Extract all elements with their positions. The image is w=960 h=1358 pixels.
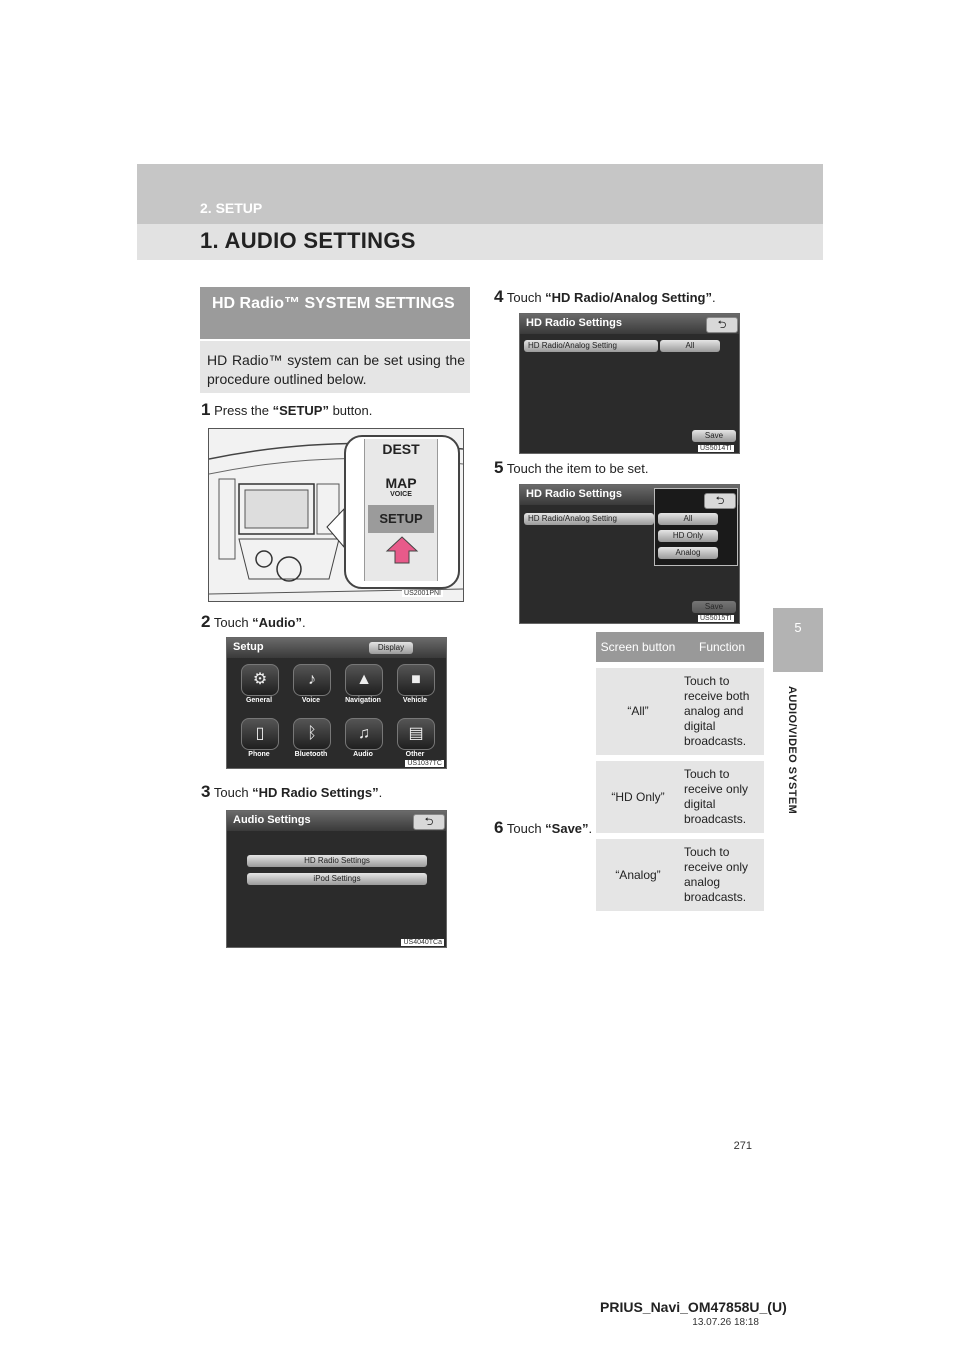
- back-icon[interactable]: ⮌: [704, 493, 736, 509]
- hd-radio-settings-screen: [519, 313, 740, 454]
- document-id: PRIUS_Navi_OM47858U_(U): [600, 1299, 787, 1315]
- general-icon[interactable]: ⚙: [241, 664, 279, 696]
- option-all[interactable]: All: [658, 513, 718, 525]
- navigation-icon[interactable]: ▲: [345, 664, 383, 696]
- page-title: 1. AUDIO SETTINGS: [200, 228, 416, 253]
- step-number: 5: [494, 458, 504, 477]
- step-text: Touch: [213, 615, 253, 630]
- hd-radio-settings-button[interactable]: HD Radio Settings: [247, 855, 427, 867]
- table-row: [596, 758, 764, 836]
- map-button[interactable]: MAP: [385, 475, 417, 491]
- other-icon[interactable]: ▤: [397, 718, 435, 750]
- button-panel: [364, 439, 438, 581]
- table-header-button: Screen button: [596, 632, 680, 665]
- phone-icon[interactable]: ▯: [241, 718, 279, 750]
- step-text: Press the: [214, 403, 273, 418]
- step-text-end: .: [378, 785, 383, 800]
- figure-code: US4040TCa: [403, 939, 442, 946]
- general-label: General: [245, 697, 273, 704]
- step-text: Touch: [506, 821, 546, 836]
- hd-radio-options-screen: [519, 484, 740, 624]
- step-6: [494, 818, 592, 838]
- step-2: [201, 612, 306, 632]
- setup-button[interactable]: SETUP: [368, 505, 434, 533]
- subsection-heading: HD Radio™ SYSTEM SETTINGS: [212, 295, 455, 312]
- step-text-end: button.: [328, 403, 373, 418]
- phone-label: Phone: [248, 751, 270, 758]
- page-number: 271: [733, 1140, 752, 1152]
- table-cell-button: “Analog”: [596, 836, 680, 911]
- screen-title: Audio Settings: [233, 814, 311, 826]
- voice-label: VOICE: [390, 491, 412, 498]
- step-number: 2: [201, 612, 211, 631]
- audio-label: Audio: [353, 751, 373, 758]
- step-number: 1: [201, 400, 211, 419]
- table-row: [596, 836, 764, 911]
- navigation-label: Navigation: [345, 697, 381, 704]
- figure-code: US5014TI: [700, 445, 732, 452]
- figure-code: US1037TC: [407, 760, 442, 767]
- voice-icon[interactable]: ♪: [293, 664, 331, 696]
- table-header-function: Function: [680, 632, 764, 665]
- table-cell-function: Touch to receive only digital broadcasts.: [680, 758, 764, 836]
- bluetooth-icon[interactable]: ᛒ: [293, 718, 331, 750]
- display-button[interactable]: Display: [369, 642, 413, 654]
- step-1: [201, 400, 372, 420]
- vehicle-label: Vehicle: [402, 697, 428, 704]
- step-5: [494, 458, 649, 478]
- table-cell-function: Touch to receive only analog broadcasts.: [680, 836, 764, 911]
- step-number: 4: [494, 287, 504, 306]
- audio-settings-screen: [226, 810, 447, 948]
- section-label: 2. SETUP: [200, 200, 263, 216]
- table-cell-function: Touch to receive both analog and digital broadcasts.: [680, 665, 764, 758]
- step-target: “Save”: [545, 821, 589, 836]
- figure-code: US2001PNI: [404, 590, 441, 597]
- setup-screen: [226, 637, 447, 769]
- step-number: 3: [201, 782, 211, 801]
- save-button[interactable]: Save: [692, 601, 736, 613]
- other-label: Other: [405, 751, 425, 758]
- bluetooth-label: Bluetooth: [294, 751, 328, 758]
- button-function-table: [596, 632, 764, 911]
- screen-title: Setup: [233, 641, 264, 653]
- figure-code: US5015TI: [700, 615, 732, 622]
- press-arrow-icon: [385, 535, 419, 565]
- step-text-end: .: [588, 821, 593, 836]
- chapter-number: 5: [794, 620, 802, 635]
- hd-radio-analog-setting-button[interactable]: HD Radio/Analog Setting: [524, 513, 654, 525]
- button-callout: [344, 435, 460, 589]
- audio-icon[interactable]: ♫: [345, 718, 383, 750]
- option-hd-only[interactable]: HD Only: [658, 530, 718, 542]
- save-button[interactable]: Save: [692, 430, 736, 442]
- document-date: 13.07.26 18:18: [692, 1317, 759, 1328]
- back-icon[interactable]: ⮌: [413, 814, 445, 830]
- voice-label: Voice: [301, 697, 321, 704]
- step-target: “SETUP”: [272, 403, 329, 418]
- step-3: [201, 782, 382, 802]
- hd-radio-analog-setting-button[interactable]: HD Radio/Analog Setting: [524, 340, 658, 352]
- ipod-settings-button[interactable]: iPod Settings: [247, 873, 427, 885]
- step-number: 6: [494, 818, 504, 837]
- dashboard-figure: [208, 428, 464, 602]
- step-text: Touch: [213, 785, 253, 800]
- table-cell-button: “HD Only”: [596, 758, 680, 836]
- setting-value: All: [660, 340, 720, 352]
- step-target: “HD Radio/Analog Setting”: [545, 290, 713, 305]
- back-icon[interactable]: ⮌: [706, 317, 738, 333]
- vehicle-icon[interactable]: ■: [397, 664, 435, 696]
- step-text-end: .: [712, 290, 716, 305]
- option-analog[interactable]: Analog: [658, 547, 718, 559]
- step-text: Touch: [506, 290, 546, 305]
- table-cell-button: “All”: [596, 665, 680, 758]
- screen-title: HD Radio Settings: [526, 488, 622, 500]
- step-text-end: .: [302, 615, 306, 630]
- step-target: “Audio”: [252, 615, 302, 630]
- dest-button[interactable]: DEST: [382, 441, 420, 457]
- chapter-label: AUDIO/VIDEO SYSTEM: [786, 686, 798, 815]
- subsection-description: HD Radio™ system can be set using the procedure outlined below.: [207, 352, 465, 387]
- chapter-tab: [773, 608, 823, 672]
- table-row: [596, 665, 764, 758]
- step-4: [494, 287, 716, 307]
- step-target: “HD Radio Settings”: [252, 785, 379, 800]
- screen-title: HD Radio Settings: [526, 317, 622, 329]
- step-text: Touch the item to be set.: [506, 461, 649, 476]
